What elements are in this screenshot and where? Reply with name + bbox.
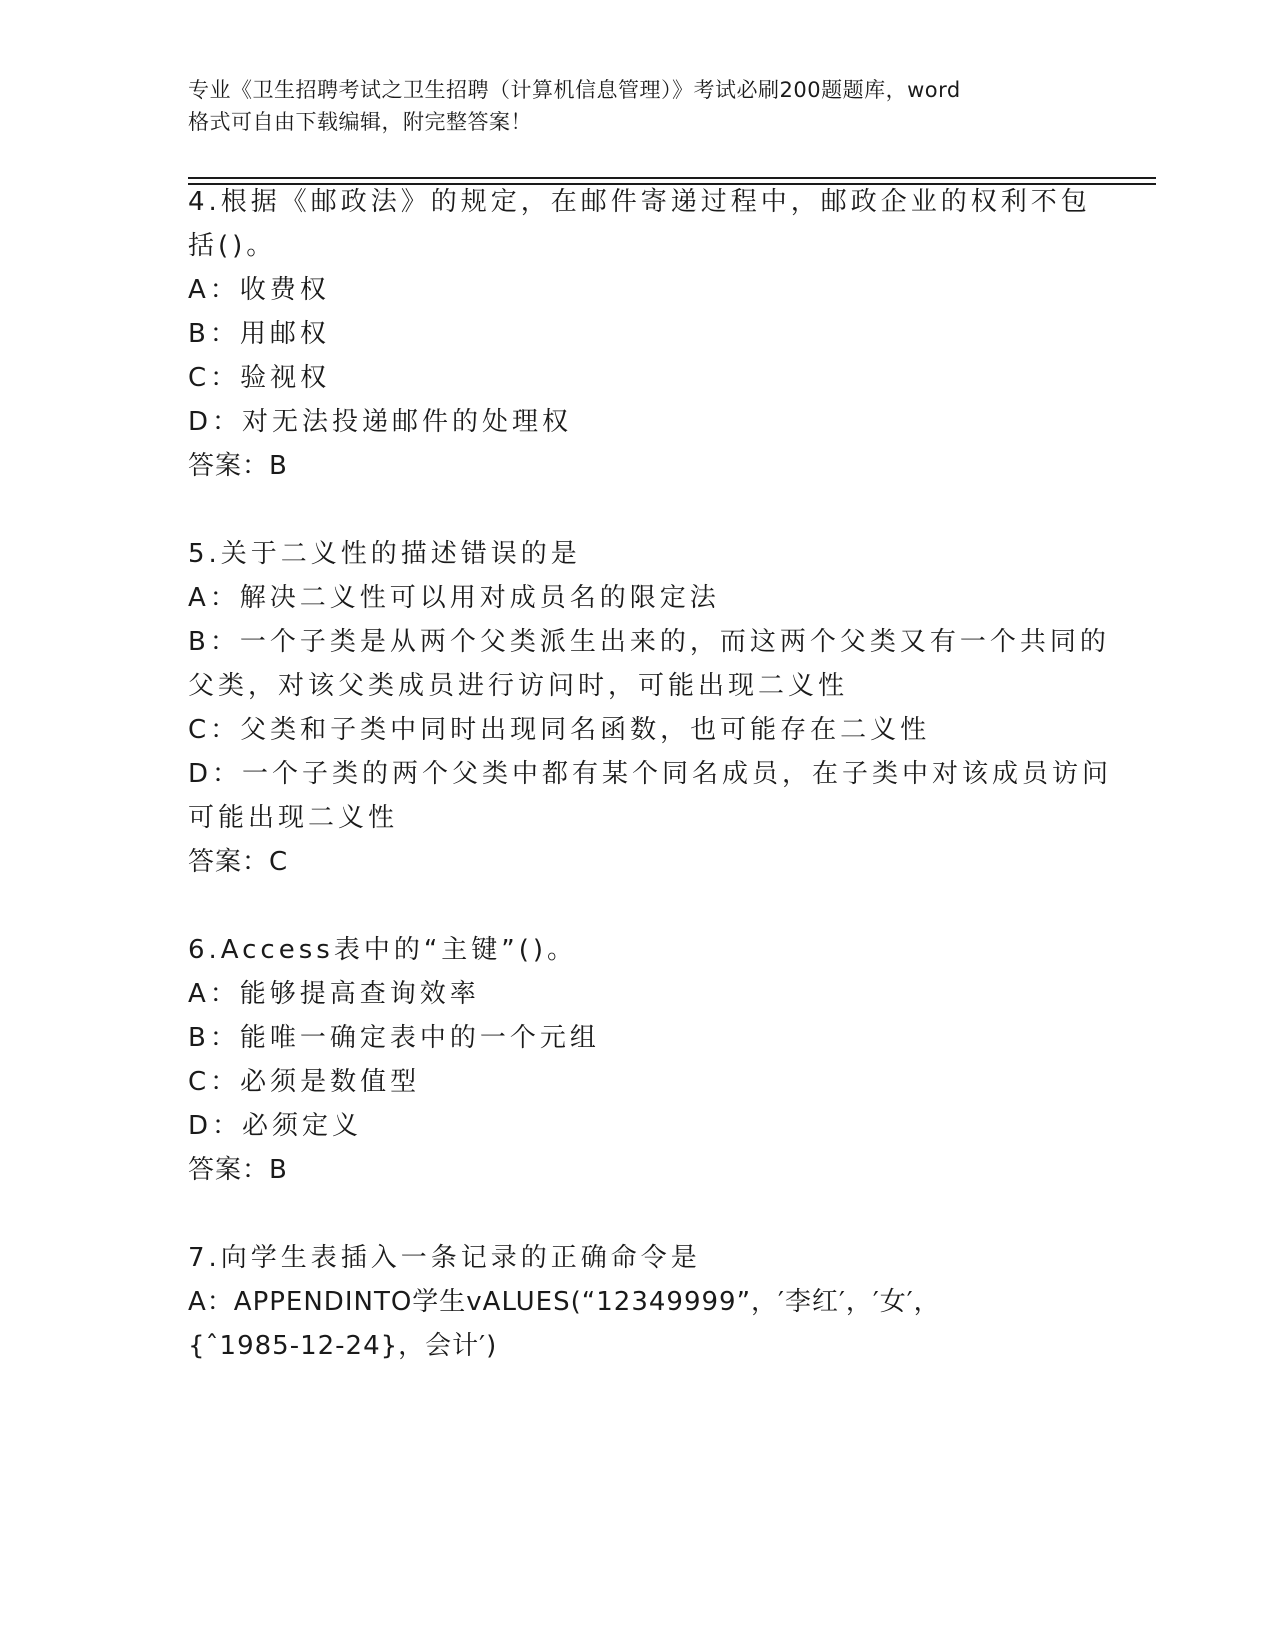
- q6-stem: 6.Access表中的“主键”()。: [188, 935, 578, 965]
- q5-option-c: C：父类和子类中同时出现同名函数，也可能存在二义性: [188, 715, 931, 745]
- q5-stem: 5.关于二义性的描述错误的是: [188, 539, 581, 569]
- header-divider-bottom: [188, 183, 1156, 185]
- q5-option-d-cont: 可能出现二义性: [188, 803, 399, 833]
- q7-option-a-cont: {ˆ1985-12-24}，会计′): [188, 1331, 498, 1361]
- q6-option-a: A：能够提高查询效率: [188, 979, 480, 1009]
- q4-option-b: B：用邮权: [188, 319, 330, 349]
- q5-option-a: A：解决二义性可以用对成员名的限定法: [188, 583, 720, 613]
- q7-option-a: A：APPENDINTO学生vALUES(“12349999”，′李红′，′女′，: [188, 1287, 941, 1317]
- q6-option-b: B：能唯一确定表中的一个元组: [188, 1023, 600, 1053]
- q6-option-d: D：必须定义: [188, 1111, 363, 1141]
- document-header: [188, 74, 1088, 138]
- q6-answer: 答案：B: [188, 1155, 288, 1185]
- q6-option-c: C：必须是数值型: [188, 1067, 421, 1097]
- q4-option-a: A：收费权: [188, 275, 330, 305]
- header-divider-top: [188, 177, 1156, 179]
- q5-answer: 答案：C: [188, 847, 289, 877]
- q4-stem-cont: 括()。: [188, 231, 277, 261]
- q4-option-d: D：对无法投递邮件的处理权: [188, 407, 573, 437]
- q5-option-d: D：一个子类的两个父类中都有某个同名成员，在子类中对该成员访问: [188, 759, 1113, 789]
- q7-stem: 7.向学生表插入一条记录的正确命令是: [188, 1243, 701, 1273]
- q4-stem: 4.根据《邮政法》的规定，在邮件寄递过程中，邮政企业的权利不包: [188, 187, 1091, 217]
- q4-option-c: C：验视权: [188, 363, 331, 393]
- header-line-1: 专业《卫生招聘考试之卫生招聘（计算机信息管理）》考试必刷200题题库，word: [188, 78, 961, 102]
- q5-option-b-cont: 父类，对该父类成员进行访问时，可能出现二义性: [188, 671, 849, 701]
- q4-answer: 答案：B: [188, 451, 288, 481]
- q5-option-b: B：一个子类是从两个父类派生出来的，而这两个父类又有一个共同的: [188, 627, 1110, 657]
- header-line-2: 格式可自由下载编辑，附完整答案！: [188, 110, 532, 134]
